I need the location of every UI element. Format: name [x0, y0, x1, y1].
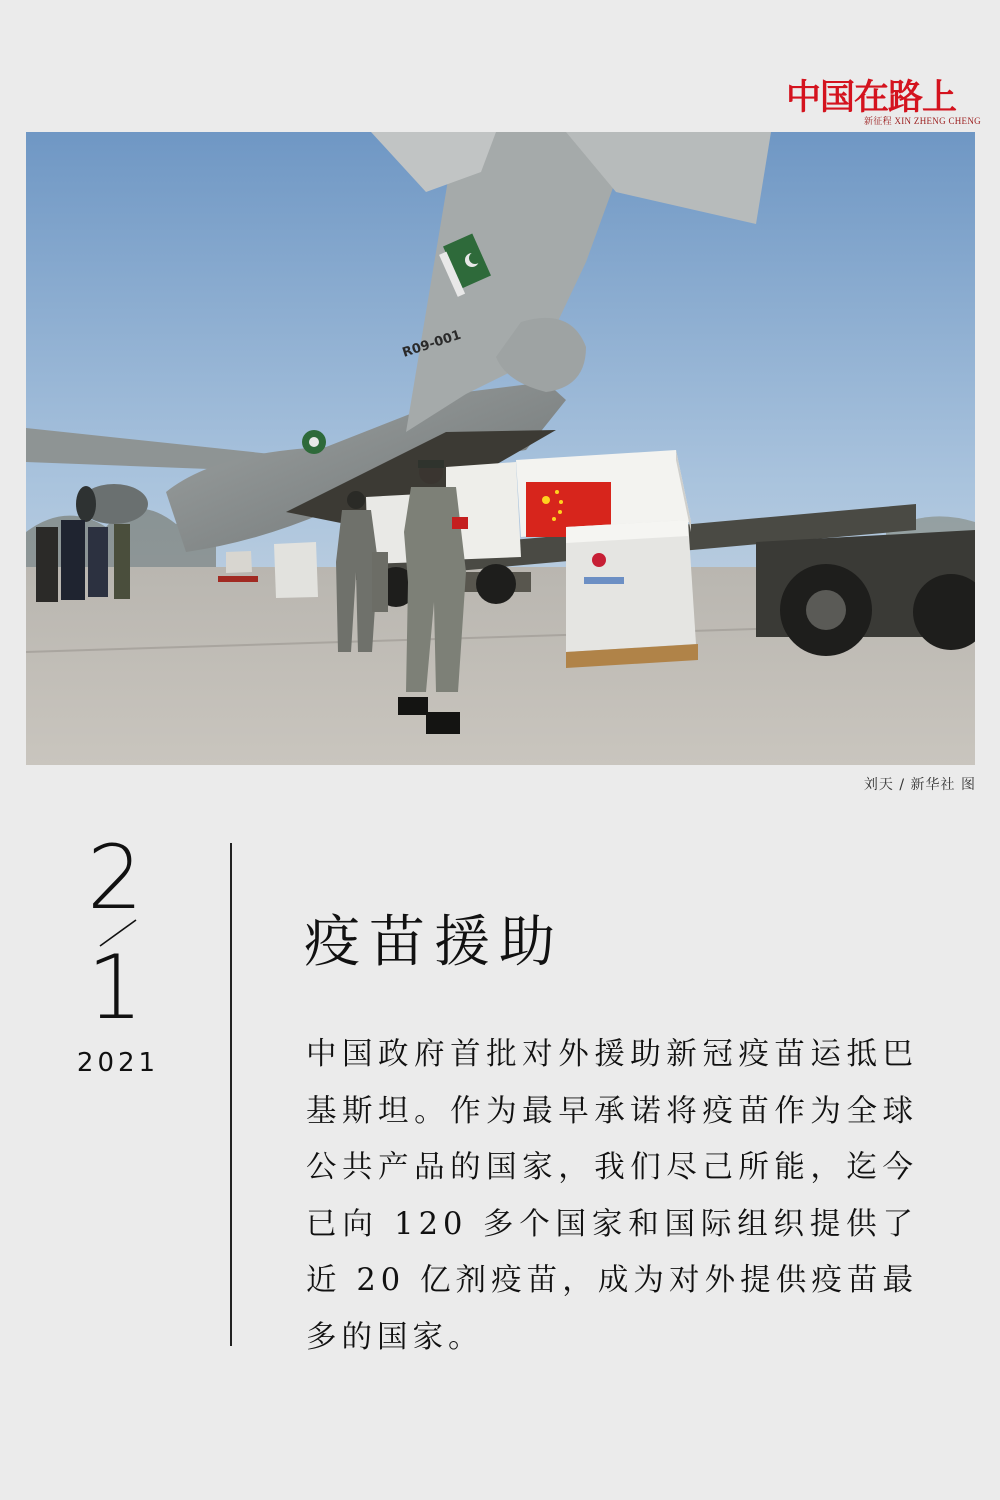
logo-title: 中国在路上	[786, 77, 957, 118]
date-year: 2021	[76, 1048, 160, 1078]
article-body: 中国政府首批对外援助新冠疫苗运抵巴基斯坦。作为最早承诺将疫苗作为全球公共产品的国家，我们尽己所能，迄今已向 120 多个国家和国际组织提供了近 20 亿剂疫苗，成为对外提供疫苗最多的国家。	[306, 1037, 918, 1355]
vertical-divider	[230, 843, 232, 1346]
logo-subtitle: 新征程 XIN ZHENG CHENG	[864, 116, 981, 126]
date-day: 1	[87, 936, 143, 1039]
news-photo	[26, 132, 975, 765]
date-month: 2	[87, 826, 143, 929]
article-title: 疫苗援助	[304, 910, 564, 975]
airport-cargo-scene	[26, 132, 975, 765]
photo-credit: 刘天 / 新华社 图	[863, 777, 976, 793]
brand-logo	[786, 77, 981, 130]
aircraft-tail-code: R09-001	[400, 327, 463, 361]
